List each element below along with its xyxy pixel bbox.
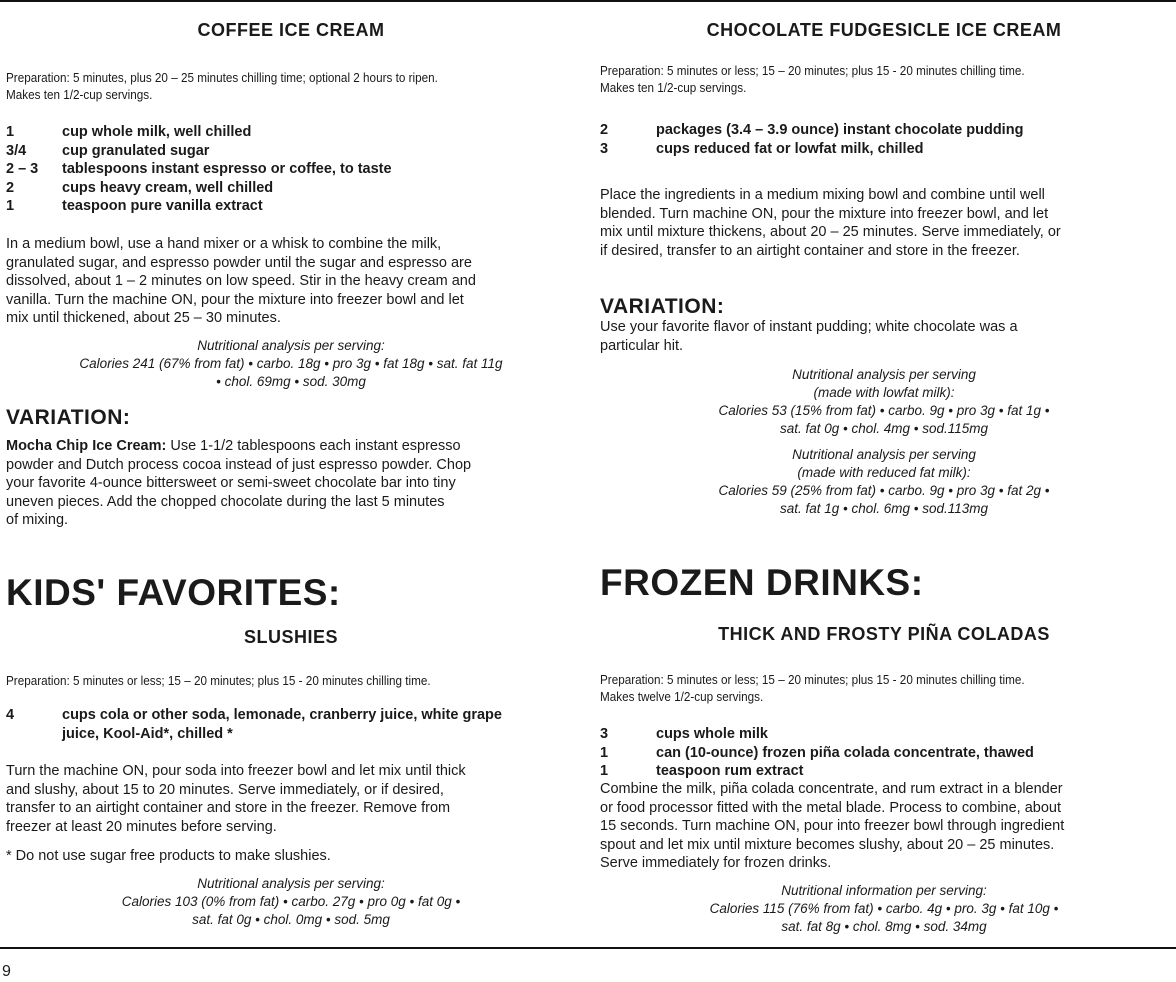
coffee-prep: Preparation: 5 minutes, plus 20 – 25 minutes chilling time; optional 2 hours to ripen. Makes ten 1/2-cup servings. [6,70,438,102]
fudgesicle-method: Place the ingredients in a medium mixing bowl and combine until well blended. Turn machine ON, pour the mixture into freezer bowl, and let mix until mixture thickens, about 20 – 25 minutes. Serve immediately, or if desired, transfer to an airtight container and store in the freezer. [600,187,1061,259]
fudgesicle-variation-heading: VARIATION: [600,295,725,318]
ingredient-row: 2 – 3 tablespoons instant espresso or coffee, to taste [6,161,392,177]
ingredient-row: 4 cups cola or other soda, lemonade, cranberry juice, white grape juice, Kool-Aid*, chilled * [6,707,502,742]
pina-colada-title: THICK AND FROSTY PIÑA COLADAS [718,624,1050,644]
ingredient-row: 3 cups reduced fat or lowfat milk, chilled [600,140,924,157]
coffee-variation-heading: VARIATION: [6,406,131,429]
coffee-ingredients [6,123,576,216]
ingredient-row: 3 cups whole milk [600,726,768,742]
ingredient-row: 2 cups heavy cream, well chilled [6,179,274,196]
coffee-method: In a medium bowl, use a hand mixer or a whisk to combine the milk, granulated sugar, and espresso powder until the sugar and espresso are dissolved, about 1 – 2 minutes on low speed. Stir in the heavy cream and vanilla. Turn the machine ON, pour the mixture into freezer bowl and let mix until thickened, about 25 – 30 minutes. [6,236,476,326]
kids-favorites-heading: KIDS' FAVORITES: [6,572,341,613]
pina-colada-prep: Preparation: 5 minutes or less; 15 – 20 minutes; plus 15 - 20 minutes chilling time. Makes twelve 1/2-cup servings. [600,672,1025,704]
ingredient-row: 1 teaspoon rum extract [600,763,804,779]
slushies-ingredients [6,706,576,743]
slushies-method: Turn the machine ON, pour soda into freezer bowl and let mix until thick and slushy, about 15 to 20 minutes. Serve immediately, or if desired, transfer to an airtight container and store in the freezer. Remove from freezer at least 20 minutes before serving. [6,763,466,835]
ingredient-row: 1 cup whole milk, well chilled [6,124,252,140]
fudgesicle-nutrition-lowfat: Nutritional analysis per serving (made with lowfat milk): Calories 53 (15% from fat) • carbo. 9g • pro 3g • fat 1g • sat. fat 0g • chol. 4mg • sod.115mg [718,367,1050,436]
fudgesicle-title: CHOCOLATE FUDGESICLE ICE CREAM [706,20,1062,40]
coffee-title: COFFEE ICE CREAM [197,20,385,40]
ingredient-row: 2 packages (3.4 – 3.9 ounce) instant chocolate pudding [600,122,1024,138]
slushies-footnote: * Do not use sugar free products to make slushies. [6,848,331,864]
fudgesicle-nutrition-reducedfat: Nutritional analysis per serving (made with reduced fat milk): Calories 59 (25% from fat) • carbo. 9g • pro 3g • fat 2g • sat. fat 1g • chol. 6mg • sod.113mg [718,447,1050,516]
pina-colada-method: Combine the milk, piña colada concentrate, and rum extract in a blender or food processor fitted with the metal blade. Process to combine, about 15 seconds. Turn machine ON, pour into freezer bowl through ingredient spout and let mix until mixture becomes slushy, about 20 – 25 minutes. Serve immediately for frozen drinks. [600,781,1065,871]
fudgesicle-ingredients [600,121,1168,158]
slushies-prep: Preparation: 5 minutes or less; 15 – 20 minutes; plus 15 - 20 minutes chilling time. [6,673,431,688]
bottom-rule [0,947,1176,949]
pina-colada-nutrition: Nutritional information per serving: Calories 115 (76% from fat) • carbo. 4g • pro. 3g • fat 10g • sat. fat 8g • chol. 8mg • sod. 34mg [709,883,1059,934]
fudgesicle-variation-text: Use your favorite flavor of instant pudding; white chocolate was a particular hit. [600,319,1018,354]
coffee-variation-text: Mocha Chip Ice Cream: Use 1-1/2 tablespoons each instant espresso powder and Dutch process cocoa instead of just espresso powder. Chop your favorite 4-ounce bittersweet or semi-sweet chocolate bar into tiny uneven pieces. Add the chopped chocolate during the last 5 minutes of mixing. [6,438,472,528]
ingredient-row: 1 can (10-ounce) frozen piña colada concentrate, thawed [600,744,1034,761]
slushies-nutrition: Nutritional analysis per serving: Calories 103 (0% from fat) • carbo. 27g • pro 0g • fat 0g • sat. fat 0g • chol. 0mg • sod. 5mg [121,876,461,927]
ingredient-row: 3/4 cup granulated sugar [6,142,210,159]
ingredient-row: 1 teaspoon pure vanilla extract [6,198,263,214]
frozen-drinks-heading: FROZEN DRINKS: [600,562,924,603]
pina-colada-ingredients [600,725,1168,781]
fudgesicle-prep: Preparation: 5 minutes or less; 15 – 20 minutes; plus 15 - 20 minutes chilling time. Makes ten 1/2-cup servings. [600,63,1025,95]
top-rule [0,0,1176,2]
page-number: 9 [2,963,11,980]
slushies-title: SLUSHIES [243,627,339,647]
coffee-nutrition: Nutritional analysis per serving: Calories 241 (67% from fat) • carbo. 18g • pro 3g • fat 18g • sat. fat 11g • chol. 69mg • sod. 30mg [79,338,503,389]
